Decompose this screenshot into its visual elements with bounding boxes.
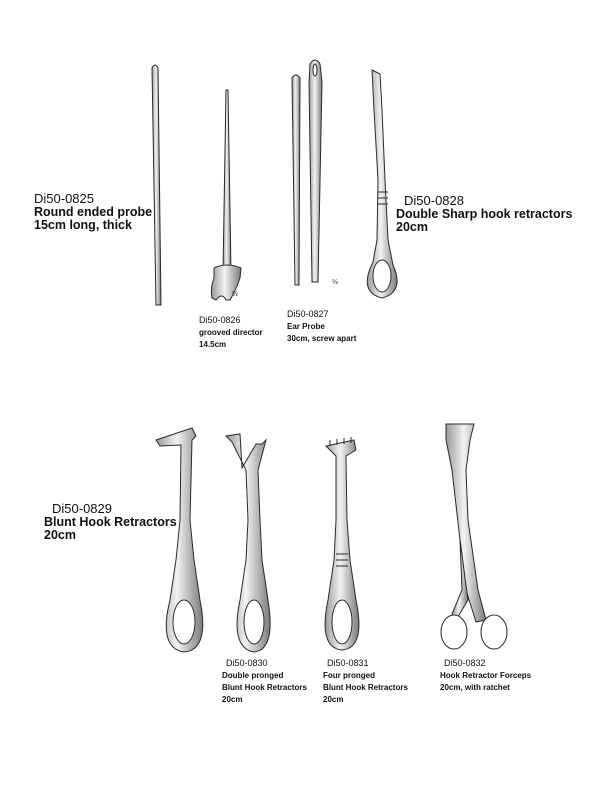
catalog-code: Di50-0830: [226, 658, 268, 668]
caption-line: grooved director: [199, 328, 263, 337]
caption-line: 20cm: [323, 695, 344, 704]
ear-probe-illustration: [292, 60, 322, 285]
catalog-code: Di50-0828: [404, 193, 464, 208]
caption-di50-0830: [222, 657, 307, 706]
round-ended-probe-illustration: [152, 65, 161, 305]
scale-mark: ½: [232, 291, 238, 298]
catalog-code: Di50-0827: [287, 309, 329, 319]
caption-line: Blunt Hook Retractors: [44, 515, 177, 529]
caption-di50-0831: [323, 657, 408, 706]
caption-di50-0826: [199, 314, 263, 351]
caption-line: Ear Probe: [287, 322, 325, 331]
caption-line: Hook Retractor Forceps: [440, 671, 532, 680]
caption-line: Double pronged: [222, 671, 284, 680]
catalog-code: Di50-0829: [52, 501, 112, 516]
caption-line: Four pronged: [323, 671, 375, 680]
double-sharp-hook-retractor-illustration: [367, 70, 397, 298]
hook-retractor-forceps-illustration: [441, 424, 507, 649]
caption-line: 20cm: [44, 528, 76, 542]
caption-line: 20cm: [396, 220, 428, 234]
caption-line: Blunt Hook Retractors: [222, 683, 307, 692]
caption-line: Double Sharp hook retractors: [396, 207, 573, 221]
caption-line: 20cm, with ratchet: [440, 683, 510, 692]
four-pronged-retractor-illustration: [325, 437, 359, 650]
caption-line: Round ended probe: [34, 205, 153, 219]
grooved-director-illustration: [211, 90, 241, 300]
double-pronged-retractor-illustration: [226, 434, 270, 652]
scale-mark: ½: [332, 279, 338, 286]
caption-line: 20cm: [222, 695, 243, 704]
caption-line: 14.5cm: [199, 340, 227, 349]
caption-di50-0832: [440, 657, 531, 694]
catalog-code: Di50-0831: [327, 658, 369, 668]
caption-di50-0828: [396, 194, 572, 234]
caption-line: 15cm long, thick: [34, 218, 132, 232]
caption-di50-0829: [44, 502, 177, 542]
catalog-code: Di50-0832: [444, 658, 486, 668]
caption-line: 30cm, screw apart: [287, 334, 357, 343]
catalog-code: Di50-0826: [199, 315, 241, 325]
catalog-code: Di50-0825: [34, 191, 94, 206]
caption-di50-0827: [287, 308, 356, 345]
caption-line: Blunt Hook Retractors: [323, 683, 408, 692]
caption-di50-0825: [34, 192, 152, 232]
